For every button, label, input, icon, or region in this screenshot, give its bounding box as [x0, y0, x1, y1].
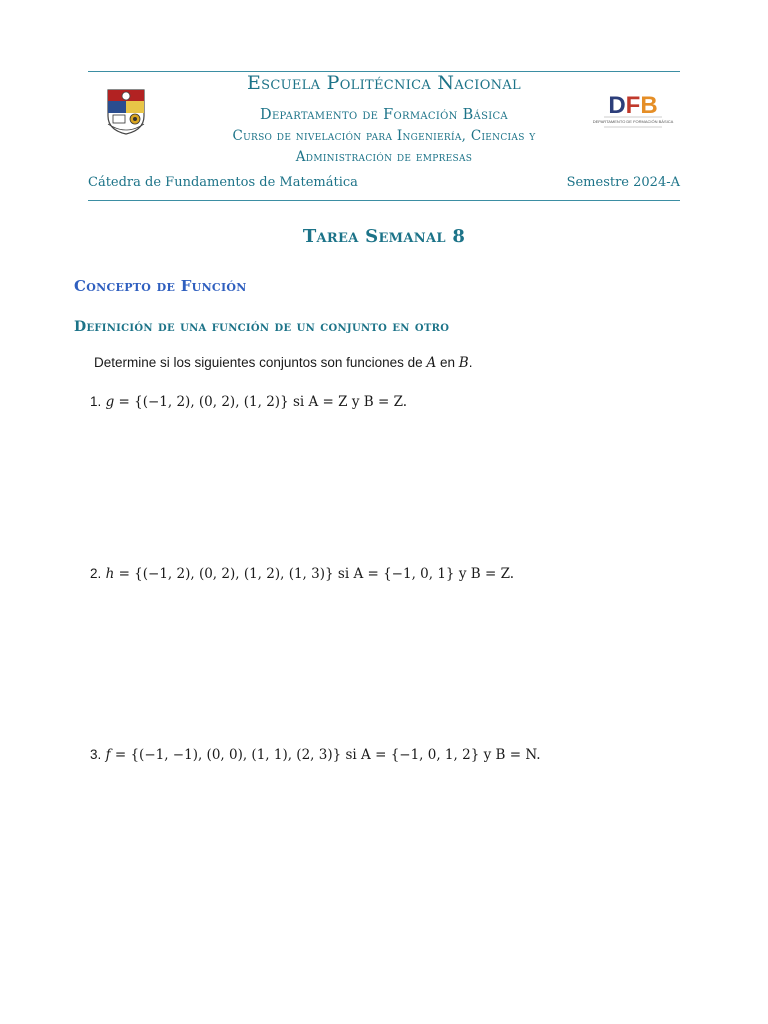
semestre-label: Semestre 2024-A — [566, 175, 680, 190]
function-set: = {(−1, −1), (0, 0), (1, 1), (2, 3)} — [114, 747, 342, 763]
codomain-definition: B = Z. — [470, 566, 514, 582]
intro-var-a: A — [426, 355, 437, 371]
exercise-item — [90, 394, 407, 410]
intro-var-b: B — [458, 355, 469, 371]
intro-paragraph — [94, 355, 472, 371]
intro-conj: en — [439, 355, 455, 370]
y-word: y — [458, 566, 467, 582]
function-name: h — [105, 566, 115, 582]
exercise-item — [90, 566, 514, 582]
svg-text:DFB: DFB — [608, 92, 658, 119]
si-word: si — [337, 566, 350, 582]
domain-definition: A = {−1, 0, 1, 2} — [361, 747, 480, 763]
course-name-line2: Administración de empresas — [295, 149, 473, 165]
svg-text:DEPARTAMENTO DE FORMACIÓN BÁSI: DEPARTAMENTO DE FORMACIÓN BÁSICA — [592, 119, 674, 124]
exercise-number: 2. — [90, 566, 102, 581]
catedra-label: Cátedra de Fundamentos de Matemática — [88, 175, 358, 190]
subsection-heading: Definición de una función de un conjunto en otro — [74, 319, 450, 335]
y-word: y — [483, 747, 492, 763]
si-word: si — [345, 747, 357, 763]
function-set: = {(−1, 2), (0, 2), (1, 2), (1, 3)} — [118, 566, 334, 582]
exercise-item — [90, 747, 541, 763]
section-heading: Concepto de Función — [74, 277, 247, 295]
course-name-line1: Curso de nivelación para Ingeniería, Ciencias y — [232, 128, 536, 144]
department-name: Departamento de Formación Básica — [260, 107, 508, 123]
y-word: y — [351, 394, 360, 410]
header-bottom-rule — [88, 200, 680, 201]
si-word: si — [292, 394, 305, 410]
function-set: = {(−1, 2), (0, 2), (1, 2)} — [118, 394, 289, 410]
codomain-definition: B = N. — [495, 747, 541, 763]
institution-name: Escuela Politécnica Nacional — [247, 72, 521, 94]
codomain-definition: B = Z. — [363, 394, 408, 410]
exercise-number: 3. — [90, 747, 102, 762]
domain-definition: A = Z — [308, 394, 348, 410]
page-title: Tarea Semanal 8 — [302, 226, 466, 247]
exercise-number: 1. — [90, 394, 102, 409]
domain-definition: A = {−1, 0, 1} — [353, 566, 455, 582]
function-name: f — [105, 747, 111, 763]
intro-end: . — [468, 355, 473, 370]
function-name: g — [105, 394, 115, 410]
intro-text: Determine si los siguientes conjuntos son funciones de — [94, 355, 423, 370]
